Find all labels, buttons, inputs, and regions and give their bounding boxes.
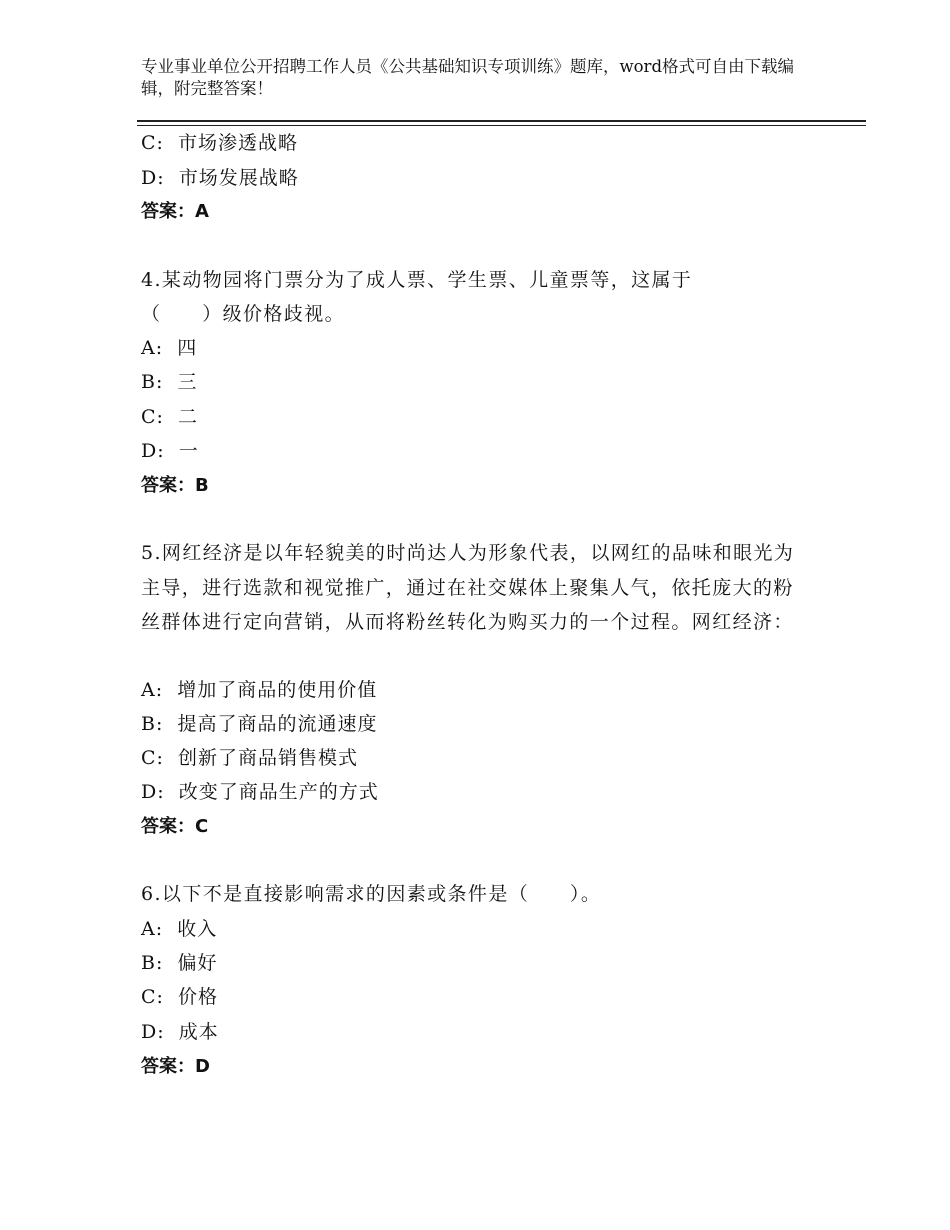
- option-label: C:: [141, 747, 164, 769]
- option-label: D:: [141, 167, 165, 189]
- option-text: 三: [177, 371, 198, 393]
- option-c: [141, 405, 198, 429]
- option-label: B:: [141, 713, 164, 735]
- option-text: 增加了商品的使用价值: [177, 679, 378, 701]
- question-stem-cont: （ ）级价格歧视。: [141, 303, 346, 325]
- option-c: [141, 985, 218, 1009]
- option-d: [141, 780, 379, 804]
- option-d: [141, 439, 199, 463]
- option-label: C:: [141, 406, 164, 428]
- header-rule-thick: [137, 120, 866, 122]
- option-text: 二: [178, 406, 199, 428]
- page-header: 专业事业单位公开招聘工作人员《公共基础知识专项训练》题库，word格式可自由下载编辑，附完整答案！: [141, 57, 795, 98]
- answer: 答案：B: [141, 475, 209, 496]
- option-text: 改变了商品生产的方式: [178, 781, 379, 803]
- option-label: D:: [141, 440, 165, 462]
- option-text: 市场发展战略: [178, 167, 299, 189]
- question-stem: 5.网红经济是以年轻貌美的时尚达人为形象代表，以网红的品味和眼光为主导，进行选款和视觉推广，通过在社交媒体上聚集人气，依托庞大的粉丝群体进行定向营销，从而将粉丝转化为购买力的一个过程。网红经济：: [141, 542, 795, 633]
- question-stem: 6.以下不是直接影响需求的因素或条件是（ ）。: [141, 883, 602, 905]
- option-label: D:: [141, 781, 165, 803]
- option-label: C:: [141, 132, 164, 154]
- option-label: A:: [141, 337, 164, 359]
- option-label: B:: [141, 952, 164, 974]
- option-d: [141, 1020, 219, 1044]
- option-a: [141, 336, 197, 360]
- option-a: [141, 917, 217, 941]
- option-text: 创新了商品销售模式: [178, 747, 359, 769]
- option-label: B:: [141, 371, 164, 393]
- option-label: A:: [141, 679, 164, 701]
- answer: 答案：C: [141, 816, 209, 837]
- option-c: [141, 131, 298, 155]
- option-text: 价格: [178, 986, 219, 1008]
- question-stem: 4.某动物园将门票分为了成人票、学生票、儿童票等，这属于: [141, 269, 693, 291]
- answer: 答案：D: [141, 1056, 210, 1077]
- option-c: [141, 746, 358, 770]
- option-text: 提高了商品的流通速度: [177, 713, 378, 735]
- option-a: [141, 678, 377, 702]
- option-label: A:: [141, 918, 164, 940]
- header-rule-thin: [137, 125, 866, 126]
- option-text: 收入: [177, 918, 218, 940]
- option-label: D:: [141, 1021, 165, 1043]
- option-label: C:: [141, 986, 164, 1008]
- option-text: 四: [177, 337, 198, 359]
- option-d: [141, 166, 299, 190]
- option-b: [141, 370, 197, 394]
- option-b: [141, 712, 377, 736]
- option-text: 偏好: [177, 952, 218, 974]
- option-b: [141, 951, 217, 975]
- option-text: 一: [178, 440, 199, 462]
- answer: 答案：A: [141, 201, 209, 222]
- option-text: 成本: [178, 1021, 219, 1043]
- option-text: 市场渗透战略: [178, 132, 299, 154]
